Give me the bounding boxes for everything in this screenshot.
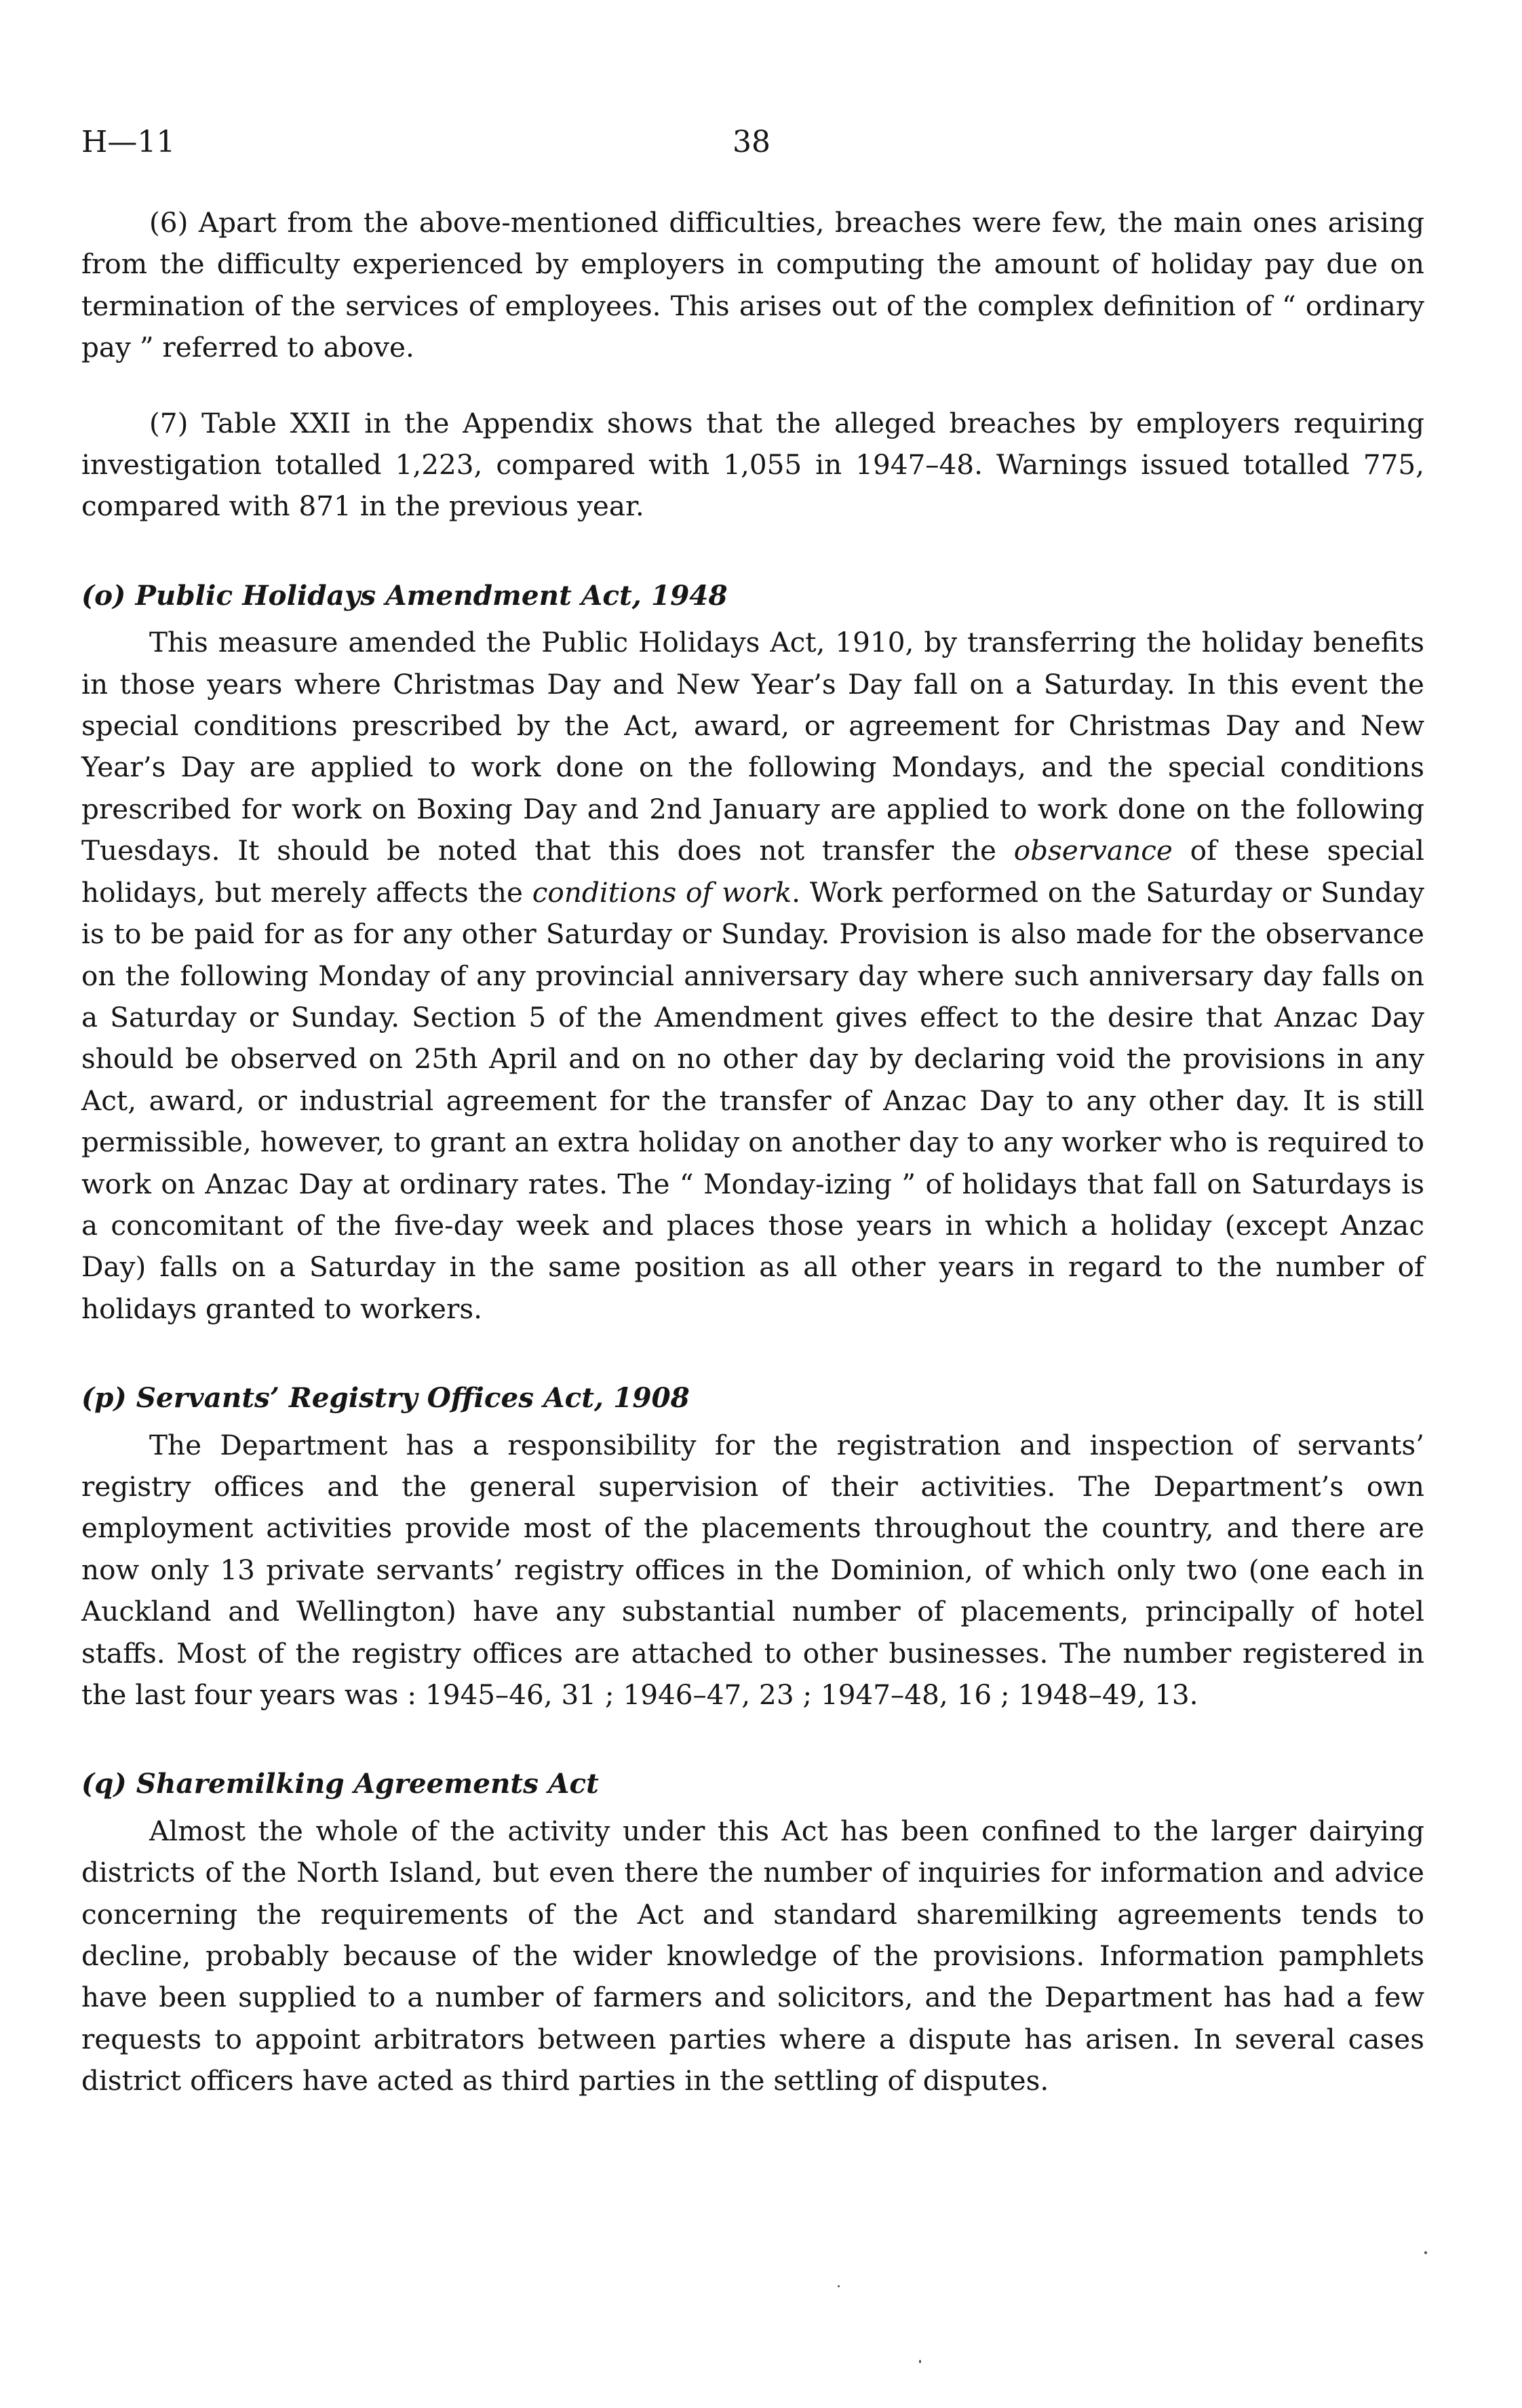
page-number: 38 xyxy=(733,125,770,159)
section-o-text-2: of these special holidays, but merely affects the xyxy=(81,834,1425,909)
section-heading-o xyxy=(81,575,1424,616)
scan-speck xyxy=(1424,2251,1427,2254)
section-heading-p xyxy=(81,1377,1424,1419)
running-header xyxy=(81,115,1424,170)
section-o-text-3: . Work performed on the Saturday or Sunday is to be paid for as for any other Saturday or Sunday. Provision is also made for the observance on the following Monday of any provincial anniversary day where such anniversary day falls on a Saturday or Sunday. Section 5 of the Amendment gives effect to the desire that Anzac Day should be observed on 25th April and on no other day by declaring void the provisions in any Act, award, or industrial agreement for the transfer of Anzac Day to any other day. It is still permissible, however, to grant an extra holiday on another day to any worker who is required to work on Anzac Day at ordinary rates. The “ Monday-izing ” of holidays that fall on Saturdays is a concomitant of the five-day week and places those years in which a holiday (except Anzac Day) falls on a Saturday in the same position as all other years in regard to the number of holidays granted to workers. xyxy=(81,875,1424,1325)
emphasis-conditions-of-work: conditions of work xyxy=(532,875,792,909)
scan-speck xyxy=(838,2285,840,2287)
scan-speck xyxy=(919,2360,921,2363)
document-reference: H—11 xyxy=(81,125,176,159)
paragraph-6: (6) Apart from the above-mentioned difficulties, breaches were few, the main ones arising from the difficulty experienced by employers in computing the amount of holiday pay due on termination of the services of employees. This arises out of the complex definition of “ ordinary pay ” referred to above. xyxy=(81,206,1424,364)
section-title-q: Sharemilking Agreements Act xyxy=(136,1767,599,1800)
section-label-q: (q) xyxy=(81,1767,127,1800)
paragraph-7: (7) Table XXII in the Appendix shows that the alleged breaches by employers requiring investigation totalled 1,223, compared with 1,055 in 1947–48. Warnings issued totalled 775, compared with 871 in the previous year. xyxy=(81,406,1424,523)
section-heading-q xyxy=(81,1763,1424,1804)
section-label-p: (p) xyxy=(81,1381,127,1415)
section-body-q: Almost the whole of the activity under this Act has been confined to the larger dairying districts of the North Island, but even there the number of inquiries for information and advice concerning the requirements of the Act and standard sharemilking agreements tends to decline, probably because of the wider knowledge of the provisions. Information pamphlets have been supplied to a number of farmers and solicitors, and the Department has had a few requests to appoint arbitrators between parties where a dispute has arisen. In several cases district officers have acted as third parties in the settling of disputes. xyxy=(81,1814,1424,2097)
section-title-p: Servants’ Registry Offices Act, 1908 xyxy=(136,1381,690,1415)
section-label-o: (o) xyxy=(81,578,126,612)
section-title-o: Public Holidays Amendment Act, 1948 xyxy=(135,578,728,612)
document-page xyxy=(81,115,1424,2102)
emphasis-observance: observance xyxy=(1013,834,1173,867)
section-body-o xyxy=(81,622,1424,1330)
section-o-text-1: This measure amended the Public Holidays Act, 1910, by transferring the holiday benefits in those years where Christmas Day and New Year’s Day fall on a Saturday. In this event the special conditions prescribed by the Act, award, or agreement for Christmas Day and New Year’s Day are applied to work done on the following Mondays, and the special conditions prescribed for work on Boxing Day and 2nd January are applied to work done on the following Tuesdays. It should be noted that this does not transfer the xyxy=(81,626,1424,867)
section-body-p: The Department has a responsibility for the registration and inspection of servants’ registry offices and the general supervision of their activities. The Department’s own employment activities provide most of the placements throughout the country, and there are now only 13 private servants’ registry offices in the Dominion, of which only two (one each in Auckland and Wellington) have any substantial number of placements, principally of hotel staffs. Most of the registry offices are attached to other businesses. The number registered in the last four years was : 1945–46, 31 ; 1946–47, 23 ; 1947–48, 16 ; 1948–49, 13. xyxy=(81,1428,1424,1711)
